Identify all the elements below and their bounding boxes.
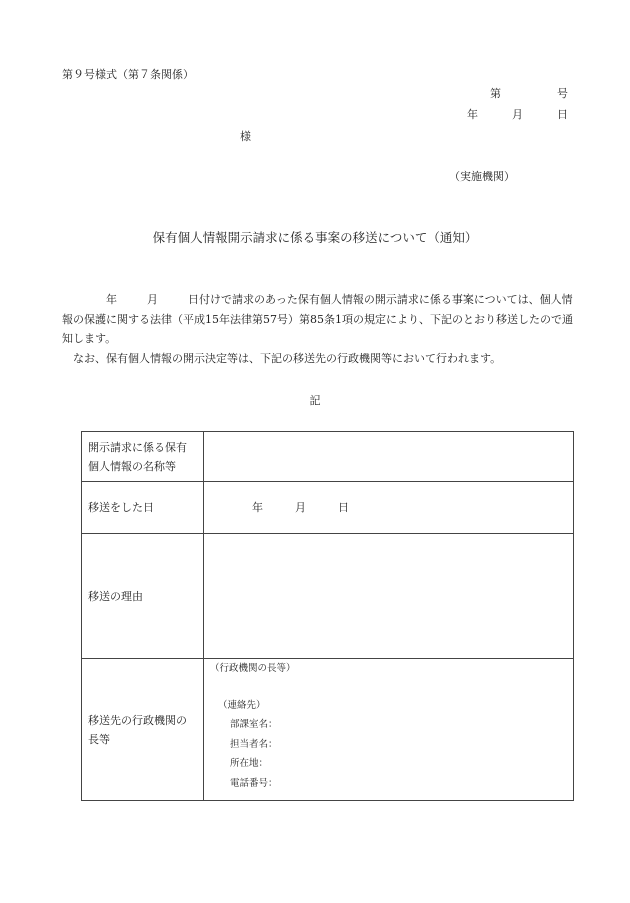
row-label-reason: 移送の理由 [82,534,204,659]
body-paragraph-2: なお、保有個人情報の開示決定等は、下記の移送先の行政機関等において行われます。 [73,351,502,365]
addressee-suffix: 様 [240,130,251,143]
ki-heading: 記 [309,394,321,407]
year-label: 年 [467,108,478,121]
dai-label: 第 [490,87,501,100]
transfer-day: 日 [338,501,349,514]
table-row [82,432,574,482]
address-label: 所在地： [230,758,269,769]
contact-label: （連絡先） [218,699,266,711]
dept-label: 部課室名： [230,719,278,730]
body-paragraph-1 [62,290,574,349]
notice-table [81,431,574,801]
body-month: 月 [147,293,158,306]
value-transfer-date [204,482,574,534]
transfer-year: 年 [252,501,263,514]
month-label: 月 [512,108,523,121]
day-label: 日 [557,108,568,121]
transfer-month: 月 [295,501,306,514]
form-number: 第９号様式（第７条関係） [62,68,194,81]
row-label-transfer-date: 移送をした日 [82,482,204,534]
value-info-name [204,432,574,482]
gou-label: 号 [557,87,568,100]
phone-label: 電話番号： [230,777,278,789]
person-label: 担当者名： [230,738,278,750]
row-label-destination: 移送先の行政機関の長等 [82,659,204,801]
table-row [82,659,574,801]
value-reason [204,534,574,659]
body-text-1: 日付けで請求のあった保有個人情報の開示請求に係る事案については、個人情報の保護に関する法律（平成15年法律第57号）第85条1項の規定により、下記のとおり移送したので通知します。 [62,293,573,345]
issue-date-line [467,108,568,122]
document-number-line [490,87,568,101]
body-text [62,290,574,368]
implementing-agency: （実施機関） [449,170,515,183]
document-title: 保有個人情報開示請求に係る事案の移送について（通知） [152,230,478,245]
table-row [82,482,574,534]
value-destination [204,659,574,801]
destination-head: （行政機関の長等） [210,663,296,674]
body-year: 年 [106,293,117,306]
row-label-info-name: 開示請求に係る保有個人情報の名称等 [82,432,204,482]
table-row [82,534,574,659]
